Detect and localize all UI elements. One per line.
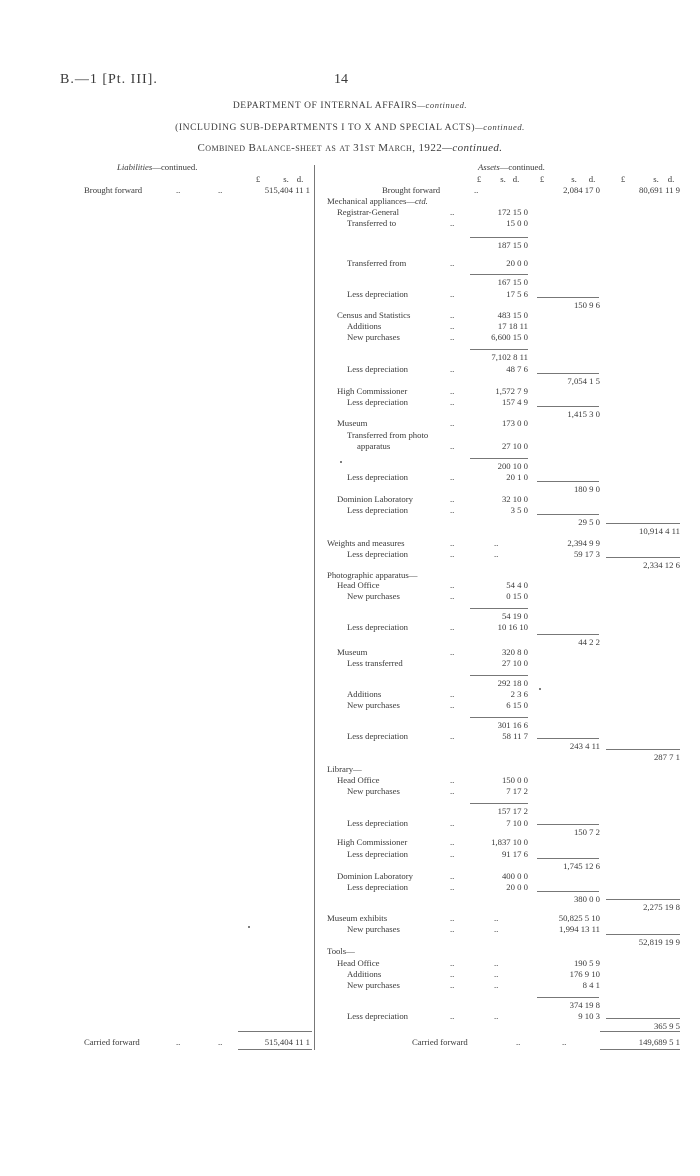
- leader-dots: ..: [450, 837, 455, 847]
- leader-dots: ..: [450, 418, 455, 428]
- assets-heading: [478, 162, 545, 173]
- leader-dots: ..: [450, 969, 455, 979]
- leader-dots: ..: [176, 185, 181, 195]
- stray-mark: [248, 926, 250, 928]
- asset-amount-c3: 287 7 1: [653, 752, 680, 762]
- asset-amount-c2: 1,745 12 6: [563, 861, 600, 871]
- leader-dots: ..: [494, 1011, 499, 1021]
- leader-dots: ..: [450, 321, 455, 331]
- asset-line-label: Head Office: [337, 775, 380, 785]
- asset-line-label: High Commissioner: [337, 386, 408, 396]
- asset-line-label: New purchases: [347, 924, 400, 934]
- assets-col2-unit-pence: d.: [588, 174, 596, 184]
- asset-line-label: Additions: [347, 321, 382, 331]
- rule: [600, 1049, 680, 1050]
- asset-amount-c2: 59 17 3: [573, 549, 600, 559]
- asset-line-label: Less depreciation: [347, 622, 409, 632]
- assets-col1-unit-pence: d.: [512, 174, 520, 184]
- asset-line-label: Less depreciation: [347, 472, 409, 482]
- asset-amount-c3: 2,275 19 8: [643, 902, 680, 912]
- leader-dots: ..: [450, 775, 455, 785]
- asset-amount-c1: 20 0 0: [506, 258, 528, 268]
- asset-line-label: Dominion Laboratory: [337, 494, 413, 504]
- mechanical-appliances-heading: [327, 196, 428, 207]
- assets-carried-forward-label: Carried forward: [412, 1037, 468, 1047]
- liabilities-unit-shillings: s.: [283, 174, 289, 184]
- asset-line-label: Less depreciation: [347, 818, 409, 828]
- asset-amount-c2: 180 9 0: [573, 484, 600, 494]
- assets-col3-unit-pence: d.: [667, 174, 675, 184]
- subtotal-rule: [537, 481, 599, 482]
- asset-amount-c1: 301 16 6: [497, 720, 528, 730]
- liabilities-carried-forward-value: 515,404 11 1: [264, 1037, 310, 1047]
- asset-amount-c2: 176 9 10: [569, 969, 600, 979]
- leader-dots: ..: [450, 289, 455, 299]
- asset-amount-c1: 17 5 6: [506, 289, 528, 299]
- asset-amount-c1: 157 17 2: [497, 806, 528, 816]
- asset-amount-c3: 10,914 4 11: [639, 526, 680, 536]
- leader-dots: ..: [450, 364, 455, 374]
- asset-line-label: Library—: [327, 764, 362, 774]
- asset-amount-c1: 2 3 6: [510, 689, 528, 699]
- leader-dots: ..: [450, 647, 455, 657]
- subtotal-rule: [606, 899, 680, 900]
- asset-amount-c3: 52,819 19 9: [638, 937, 680, 947]
- asset-line-label: Additions: [347, 969, 382, 979]
- asset-amount-c1: 7 10 0: [506, 818, 528, 828]
- subtotal-rule: [537, 738, 599, 739]
- asset-amount-c3: 365 9 5: [653, 1021, 680, 1031]
- asset-line-label: Less depreciation: [347, 505, 409, 515]
- asset-line-label: Less depreciation: [347, 882, 409, 892]
- document-reference: B.—1 [Pt. III].: [60, 72, 158, 87]
- subtotal-rule: [470, 237, 528, 238]
- department-title-continued: —continued.: [417, 100, 468, 110]
- assets-brought-forward-col2: 2,084 17 0: [563, 185, 600, 195]
- rule: [600, 1031, 680, 1032]
- liabilities-heading: [117, 162, 197, 173]
- asset-amount-c1: 15 0 0: [506, 218, 528, 228]
- asset-amount-c2: 8 4 1: [582, 980, 600, 990]
- assets-brought-forward-col3: 80,691 11 9: [639, 185, 680, 195]
- leader-dots: ..: [450, 505, 455, 515]
- asset-amount-c2: 2,394 9 9: [567, 538, 600, 548]
- asset-amount-c1: 320 8 0: [501, 647, 528, 657]
- liabilities-unit-pence: d.: [296, 174, 304, 184]
- asset-line-label: Less depreciation: [347, 849, 409, 859]
- asset-amount-c1: 20 1 0: [506, 472, 528, 482]
- asset-amount-c2: 380 0 0: [573, 894, 600, 904]
- liabilities-heading-italic: Liabilities: [117, 162, 153, 172]
- leader-dots: ..: [450, 871, 455, 881]
- subtotal-rule: [470, 675, 528, 676]
- asset-amount-c1: 0 15 0: [506, 591, 528, 601]
- subtotal-rule: [537, 634, 599, 635]
- asset-amount-c1: 172 15 0: [497, 207, 528, 217]
- subtotal-rule: [470, 274, 528, 275]
- leader-dots: ..: [450, 731, 455, 741]
- assets-heading-continued: —continued.: [499, 162, 545, 172]
- asset-amount-c1: 32 10 0: [501, 494, 528, 504]
- mechanical-appliances-heading-text: Mechanical appliances—: [327, 196, 416, 206]
- asset-amount-c1: 7,102 8 11: [491, 352, 528, 362]
- asset-amount-c1: 400 0 0: [501, 871, 528, 881]
- leader-dots: ..: [450, 580, 455, 590]
- asset-line-label: Less depreciation: [347, 1011, 409, 1021]
- asset-line-label: Registrar-General: [337, 207, 400, 217]
- asset-amount-c2: 7,054 1 5: [567, 376, 600, 386]
- rule: [238, 1031, 312, 1032]
- subtotal-rule: [606, 1018, 680, 1019]
- asset-line-label: Transferred to: [347, 218, 397, 228]
- leader-dots: ..: [450, 849, 455, 859]
- leader-dots: ..: [450, 472, 455, 482]
- assets-col3-unit-shillings: s.: [653, 174, 659, 184]
- leader-dots: ..: [494, 924, 499, 934]
- department-title: [0, 100, 700, 111]
- subtotal-rule: [606, 934, 680, 935]
- stray-mark: [539, 688, 541, 690]
- stray-mark: [340, 461, 342, 463]
- subtotal-rule: [537, 297, 599, 298]
- asset-line-label: New purchases: [347, 700, 400, 710]
- asset-amount-c1: 167 15 0: [497, 277, 528, 287]
- subtotal-rule: [470, 803, 528, 804]
- subtotal-rule: [470, 608, 528, 609]
- asset-line-label: Weights and measures: [327, 538, 405, 548]
- liabilities-brought-forward-value: 515,404 11 1: [264, 185, 310, 195]
- liabilities-unit-pounds: £: [255, 174, 261, 184]
- asset-amount-c3: 2,334 12 6: [643, 560, 680, 570]
- leader-dots: ..: [450, 207, 455, 217]
- subtotal-rule: [537, 858, 599, 859]
- asset-amount-c2: 50,825 5 10: [558, 913, 600, 923]
- assets-col2-unit-shillings: s.: [571, 174, 577, 184]
- leader-dots: ..: [450, 397, 455, 407]
- asset-amount-c1: 17 18 11: [497, 321, 528, 331]
- leader-dots: ..: [562, 1037, 567, 1047]
- asset-amount-c2: 9 10 3: [578, 1011, 600, 1021]
- asset-line-label: Census and Statistics: [337, 310, 411, 320]
- subtotal-rule: [606, 749, 680, 750]
- asset-amount-c1: 20 0 0: [506, 882, 528, 892]
- asset-amount-c2: 29 5 0: [578, 517, 600, 527]
- balance-sheet-title-continued: —continued.: [442, 142, 503, 154]
- leader-dots: ..: [494, 538, 499, 548]
- asset-line-label: New purchases: [347, 332, 400, 342]
- asset-line-label: New purchases: [347, 591, 400, 601]
- asset-line-label: apparatus: [357, 441, 391, 451]
- assets-heading-italic: Assets: [478, 162, 500, 172]
- leader-dots: ..: [450, 538, 455, 548]
- leader-dots: ..: [494, 913, 499, 923]
- sub-departments-title-main: (INCLUDING SUB-DEPARTMENTS I TO X AND SPECIAL ACTS): [175, 123, 476, 133]
- leader-dots: ..: [450, 441, 455, 451]
- leader-dots: ..: [450, 882, 455, 892]
- leader-dots: ..: [450, 1011, 455, 1021]
- asset-amount-c1: 1,837 10 0: [491, 837, 528, 847]
- asset-line-label: Less depreciation: [347, 397, 409, 407]
- asset-amount-c1: 173 0 0: [501, 418, 528, 428]
- asset-amount-c1: 6 15 0: [506, 700, 528, 710]
- leader-dots: ..: [450, 591, 455, 601]
- asset-amount-c2: 243 4 11: [569, 741, 600, 751]
- leader-dots: ..: [494, 958, 499, 968]
- leader-dots: ..: [450, 924, 455, 934]
- asset-line-label: Less depreciation: [347, 549, 409, 559]
- leader-dots: ..: [450, 958, 455, 968]
- subtotal-rule: [606, 557, 680, 558]
- leader-dots: ..: [450, 218, 455, 228]
- asset-amount-c1: 58 11 7: [502, 731, 528, 741]
- liabilities-carried-forward-label: Carried forward: [84, 1037, 140, 1047]
- balance-sheet-title: [0, 142, 700, 154]
- subtotal-rule: [537, 514, 599, 515]
- liabilities-brought-forward-label: Brought forward: [84, 185, 143, 195]
- leader-dots: ..: [494, 549, 499, 559]
- asset-amount-c1: 483 15 0: [497, 310, 528, 320]
- subtotal-rule: [470, 458, 528, 459]
- asset-amount-c2: 374 19 8: [569, 1000, 600, 1010]
- asset-amount-c1: 27 10 0: [501, 658, 528, 668]
- asset-line-label: Transferred from: [347, 258, 407, 268]
- leader-dots: ..: [450, 980, 455, 990]
- asset-line-label: New purchases: [347, 786, 400, 796]
- assets-brought-forward-label: Brought forward: [382, 185, 441, 195]
- liabilities-heading-continued: —continued.: [152, 162, 198, 172]
- asset-line-label: Less transferred: [347, 658, 403, 668]
- asset-amount-c1: 157 4 9: [501, 397, 528, 407]
- leader-dots: ..: [450, 818, 455, 828]
- assets-carried-forward-value: 149,689 5 1: [638, 1037, 680, 1047]
- leader-dots: ..: [218, 185, 223, 195]
- leader-dots: ..: [494, 980, 499, 990]
- asset-amount-c1: 150 0 0: [501, 775, 528, 785]
- asset-amount-c2: 1,994 13 11: [559, 924, 600, 934]
- mechanical-appliances-heading-ctd: ctd.: [415, 196, 428, 206]
- subtotal-rule: [470, 717, 528, 718]
- subtotal-rule: [537, 824, 599, 825]
- leader-dots: ..: [516, 1037, 521, 1047]
- subtotal-rule: [606, 523, 680, 524]
- subtotal-rule: [470, 349, 528, 350]
- asset-line-label: Additions: [347, 689, 382, 699]
- asset-amount-c1: 3 5 0: [510, 505, 528, 515]
- leader-dots: ..: [450, 913, 455, 923]
- asset-line-label: Tools—: [327, 946, 355, 956]
- leader-dots: ..: [176, 1037, 181, 1047]
- asset-line-label: New purchases: [347, 980, 400, 990]
- asset-amount-c1: 91 17 6: [501, 849, 528, 859]
- asset-line-label: Museum: [337, 647, 368, 657]
- page-number: 14: [334, 72, 348, 87]
- asset-amount-c1: 7 17 2: [506, 786, 528, 796]
- leader-dots: ..: [450, 332, 455, 342]
- asset-amount-c1: 54 4 0: [506, 580, 528, 590]
- asset-line-label: Less depreciation: [347, 731, 409, 741]
- subtotal-rule: [537, 373, 599, 374]
- asset-line-label: Photographic apparatus—: [327, 570, 418, 580]
- sub-departments-title: [0, 122, 700, 133]
- subtotal-rule: [537, 406, 599, 407]
- leader-dots: ..: [494, 969, 499, 979]
- asset-line-label: Dominion Laboratory: [337, 871, 413, 881]
- leader-dots: ..: [450, 258, 455, 268]
- leader-dots: ..: [450, 310, 455, 320]
- assets-col1-unit-shillings: s.: [500, 174, 506, 184]
- asset-line-label: Museum: [337, 418, 368, 428]
- asset-amount-c2: 1,415 3 0: [567, 409, 600, 419]
- subtotal-rule: [537, 997, 599, 998]
- leader-dots: ..: [450, 549, 455, 559]
- asset-amount-c2: 150 9 6: [573, 300, 600, 310]
- assets-col2-unit-pounds: £: [539, 174, 545, 184]
- asset-line-label: Head Office: [337, 580, 380, 590]
- asset-amount-c1: 292 18 0: [497, 678, 528, 688]
- subtotal-rule: [537, 891, 599, 892]
- balance-sheet-title-main: Combined Balance-sheet as at 31st March, 1922: [197, 142, 443, 154]
- department-title-main: DEPARTMENT OF INTERNAL AFFAIRS: [232, 101, 418, 111]
- leader-dots: ..: [450, 786, 455, 796]
- asset-amount-c2: 150 7 2: [573, 827, 600, 837]
- asset-amount-c1: 48 7 6: [506, 364, 528, 374]
- leader-dots: ..: [450, 494, 455, 504]
- leader-dots: ..: [450, 386, 455, 396]
- asset-amount-c1: 1,572 7 9: [495, 386, 528, 396]
- column-divider: [314, 165, 315, 1050]
- asset-line-label: High Commissioner: [337, 837, 408, 847]
- leader-dots: ..: [474, 185, 479, 195]
- assets-col1-unit-pounds: £: [476, 174, 482, 184]
- asset-amount-c2: 44 2 2: [578, 637, 600, 647]
- asset-amount-c1: 27 10 0: [501, 441, 528, 451]
- sub-departments-title-continued: —continued.: [475, 122, 525, 132]
- asset-amount-c1: 187 15 0: [497, 240, 528, 250]
- asset-amount-c1: 6,600 15 0: [491, 332, 528, 342]
- leader-dots: ..: [218, 1037, 223, 1047]
- leader-dots: ..: [450, 689, 455, 699]
- asset-line-label: Transferred from photo: [347, 430, 429, 440]
- asset-amount-c1: 10 16 10: [497, 622, 528, 632]
- asset-amount-c1: 200 10 0: [497, 461, 528, 471]
- rule: [238, 1049, 312, 1050]
- leader-dots: ..: [450, 700, 455, 710]
- asset-line-label: Less depreciation: [347, 364, 409, 374]
- assets-col3-unit-pounds: £: [620, 174, 626, 184]
- asset-line-label: Museum exhibits: [327, 913, 388, 923]
- asset-amount-c1: 54 19 0: [501, 611, 528, 621]
- asset-line-label: Head Office: [337, 958, 380, 968]
- asset-line-label: Less depreciation: [347, 289, 409, 299]
- leader-dots: ..: [450, 622, 455, 632]
- asset-amount-c2: 190 5 9: [573, 958, 600, 968]
